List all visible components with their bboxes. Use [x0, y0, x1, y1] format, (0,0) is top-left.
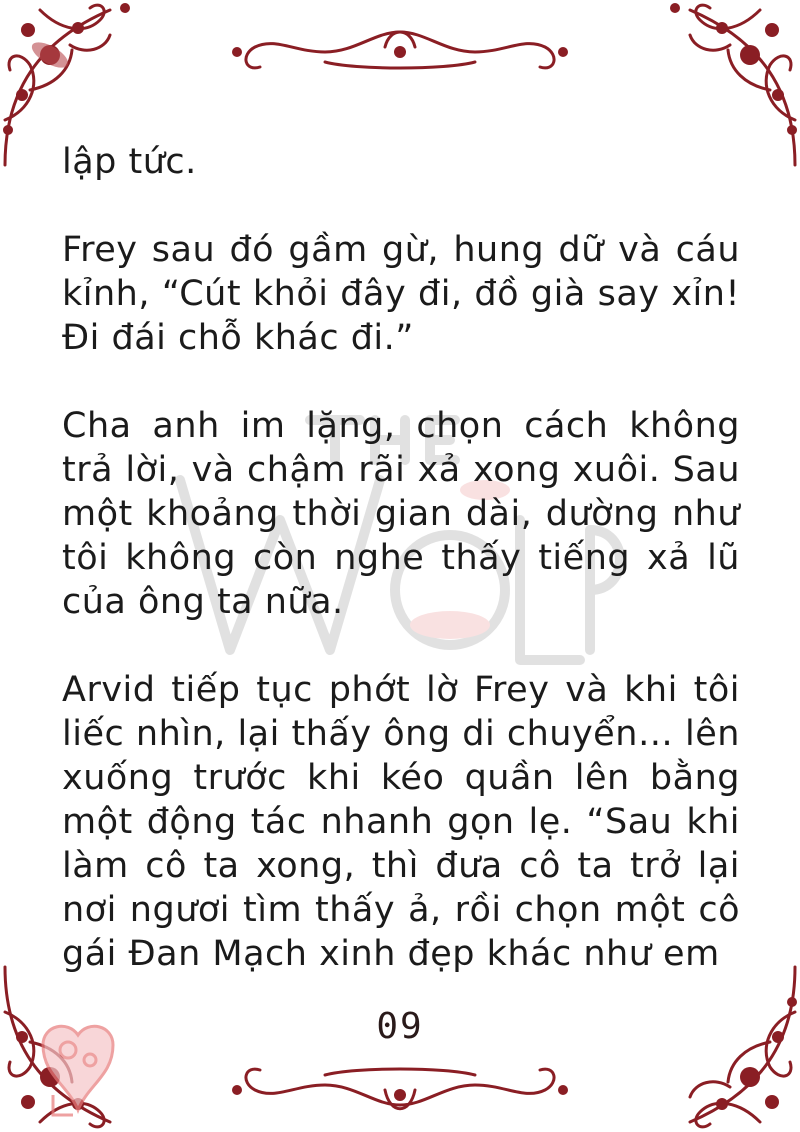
paragraph: Arvid tiếp tục phớt lờ Frey và khi tôi liếc nhìn, lại thấy ông di chuyển… lên xuống trước khi kéo quần lên bằng một động tác nhanh gọn lẹ. “Sau khi làm cô ta xong, thì đưa cô ta trở lại nơi ngươi tìm thấy ả, rồi chọn một cô gái Đan Mạch xinh đẹp khác như em [62, 670, 740, 974]
story-text [62, 140, 740, 976]
page-number: 09 [376, 1006, 424, 1047]
paragraph: lập tức. [62, 142, 197, 182]
paragraph: Cha anh im lặng, chọn cách không trả lời, và chậm rãi xả xong xuôi. Sau một khoảng thời gian dài, dường như tôi không còn nghe thấy tiếng xả lũ của ông ta nữa. [62, 406, 740, 622]
scroll-ornament-bottom [225, 1050, 575, 1125]
scroll-ornament-top [225, 22, 575, 82]
corner-ornament-bottom-right [630, 962, 800, 1132]
paragraph: Frey sau đó gầm gừ, hung dữ và cáu kỉnh, “Cút khỏi đây đi, đồ già say xỉn! Đi đái chỗ khác đi.” [62, 230, 740, 358]
